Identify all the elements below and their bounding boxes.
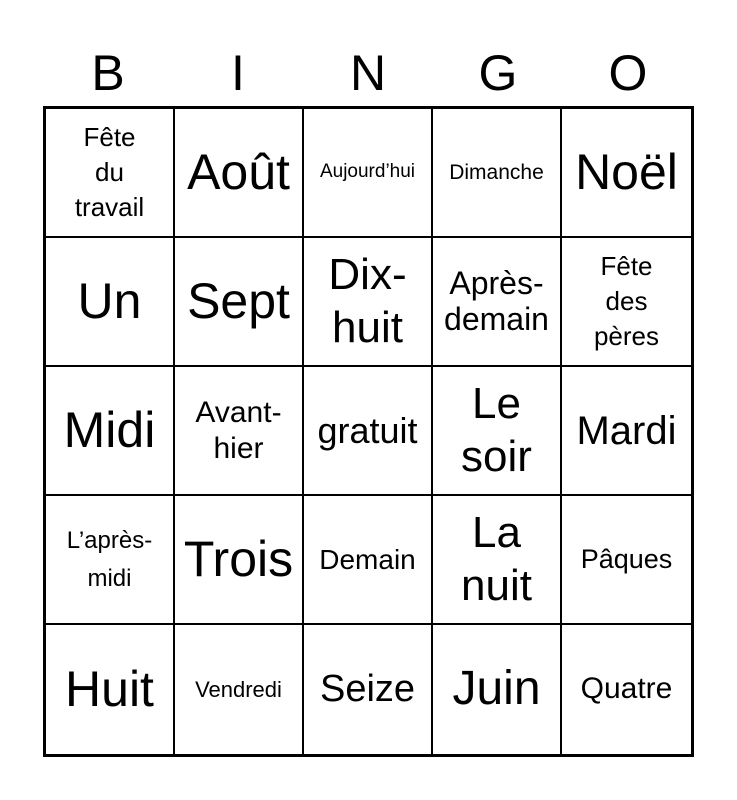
bingo-cell[interactable]: [46, 109, 175, 238]
cell-text: Vendredi: [195, 677, 282, 702]
bingo-cell[interactable]: [304, 367, 433, 496]
bingo-cell[interactable]: [433, 367, 562, 496]
bingo-cell[interactable]: [433, 238, 562, 367]
cell-text: Un: [77, 273, 142, 330]
cell-text: Août: [187, 144, 290, 201]
header-letter-n: N: [349, 45, 387, 101]
bingo-cell[interactable]: [304, 238, 433, 367]
bingo-cell[interactable]: [46, 238, 175, 367]
bingo-cell[interactable]: [46, 367, 175, 496]
cell-text: Huit: [65, 661, 154, 718]
bingo-cell[interactable]: [562, 238, 691, 367]
cell-text: Quatre: [580, 672, 673, 706]
cell-text: Dimanche: [449, 160, 544, 184]
bingo-cell[interactable]: [46, 625, 175, 754]
cell-text: Mardi: [576, 408, 677, 453]
bingo-cell[interactable]: [562, 109, 691, 238]
cell-text: Dix-huit: [328, 249, 407, 352]
bingo-cell[interactable]: [304, 109, 433, 238]
cell-text: Juin: [452, 662, 541, 716]
cell-text: La nuit: [461, 507, 532, 610]
cell-text: Fête du travail: [74, 121, 145, 223]
cell-text: Pâques: [580, 544, 673, 575]
bingo-cell[interactable]: [433, 496, 562, 625]
bingo-cell[interactable]: [175, 367, 304, 496]
bingo-cell[interactable]: [46, 496, 175, 625]
cell-text: Avant-hier: [195, 395, 282, 465]
cell-text: Noël: [575, 144, 678, 201]
header-letter-o: O: [608, 45, 648, 101]
cell-text: Midi: [63, 402, 156, 459]
bingo-cell[interactable]: [562, 367, 691, 496]
cell-text: Le soir: [461, 378, 532, 481]
bingo-cell[interactable]: [304, 625, 433, 754]
bingo-cell[interactable]: [175, 238, 304, 367]
bingo-cell[interactable]: [175, 625, 304, 754]
cell-text: L’après-midi: [66, 527, 153, 592]
cell-text: gratuit: [317, 409, 418, 451]
bingo-cell[interactable]: [175, 109, 304, 238]
cell-text: Sept: [187, 273, 290, 330]
cell-text: Aujourd’hui: [319, 161, 416, 183]
bingo-board: [43, 106, 694, 757]
cell-text: Fête des pères: [593, 250, 660, 352]
cell-text: Seize: [319, 667, 416, 710]
bingo-cell[interactable]: [433, 625, 562, 754]
bingo-cell[interactable]: [304, 496, 433, 625]
cell-text: Trois: [183, 531, 294, 588]
header-letter-g: G: [478, 45, 518, 101]
bingo-cell[interactable]: [562, 496, 691, 625]
cell-text: Demain: [319, 543, 416, 575]
cell-text: Après-demain: [444, 265, 549, 337]
header-letter-b: B: [91, 45, 125, 101]
bingo-cell[interactable]: [562, 625, 691, 754]
header-letter-i: I: [231, 45, 245, 101]
bingo-cell[interactable]: [175, 496, 304, 625]
bingo-cell[interactable]: [433, 109, 562, 238]
bingo-header: [43, 40, 694, 106]
